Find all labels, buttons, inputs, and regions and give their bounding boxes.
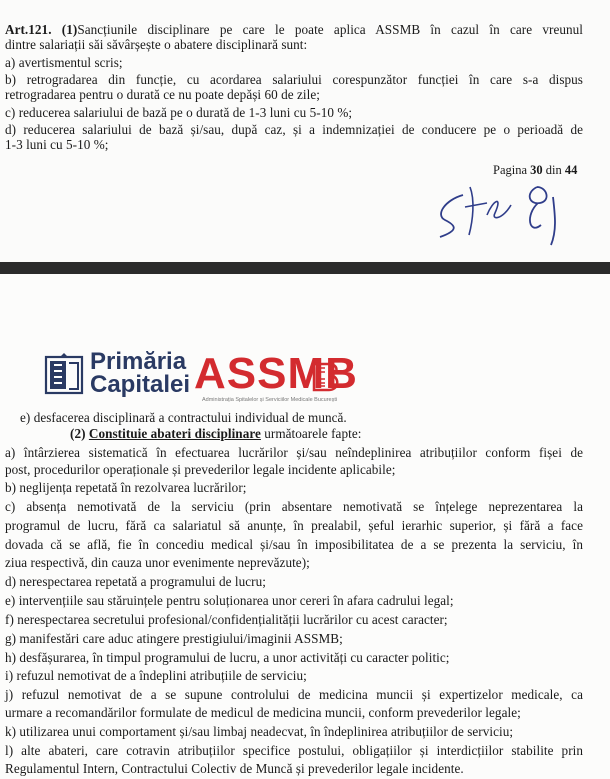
article-text: Sancțiunile disciplinare pe care le poate aplica ASSMB în cazul în care vreunul xyxy=(77,22,583,37)
list-item: b) neglijența repetată în rezolvarea lucrărilor; xyxy=(5,480,247,495)
article-number: Art.121. xyxy=(5,22,52,37)
list-item: k) utilizarea unui comportament și/sau limbaj neadecvat, în îndeplinirea atribuțiilor de serviciu; xyxy=(5,724,514,739)
page-label: Pagina xyxy=(493,163,528,177)
article-heading-line xyxy=(5,22,583,37)
list-item: f) nerespectarea secretului profesional/confidențialității lucrărilor cu acest caracter; xyxy=(5,612,448,627)
paragraph-title-rest: următoarele fapte: xyxy=(260,426,362,441)
list-item-continuation: programul de lucru, fără ca salariatul să anunțe, în prealabil, șeful ierarhic superior, și fără a face xyxy=(5,518,583,533)
list-item-continuation: 1-3 luni cu 5-10 %; xyxy=(5,137,109,152)
page-current: 30 xyxy=(530,163,543,177)
list-item-continuation: dovada că se află, fie în concediu medical și/sau în imposibilitatea de a se prezenta la serviciu, în xyxy=(5,537,583,552)
list-item: g) manifestări care aduc atingere prestigiului/imaginii ASSMB; xyxy=(5,631,343,646)
logo-text-primaria: Primăria xyxy=(90,348,187,375)
list-item: b) retrogradarea din funcție, cu acordarea salariului corespunzător funcției în care s-a dispus xyxy=(5,72,583,87)
list-item: c) absența nemotivată de la serviciu (prin absentare nemotivată se înțelege neprezentarea la xyxy=(5,499,583,514)
logo-brand-assmb: ASSMB xyxy=(194,349,358,398)
list-item-continuation: retrogradarea pentru o durată ce nu poate depăși 60 de zile; xyxy=(5,87,320,102)
list-item: e) intervențiile sau stăruințele pentru soluționarea unor cereri în afara cadrului legal; xyxy=(5,593,454,608)
list-item-continuation: Regulamentul Intern, Contractului Colectiv de Muncă și prevederilor legale incidente. xyxy=(5,761,464,776)
logo-subtitle: Administrația Spitalelor și Serviciilor Medicale București xyxy=(202,397,338,403)
list-item: c) reducerea salariului de bază pe o durată de 1-3 luni cu 5-10 %; xyxy=(5,105,353,120)
list-item: l) alte abateri, care cotravin atribuțiilor specifice postului, obligațiilor și interdicțiilor stabilite prin xyxy=(5,743,583,758)
paragraph-title: Constituie abateri disciplinare xyxy=(88,426,261,441)
article-paragraph-number: (1) xyxy=(61,22,78,37)
article-line: dintre salariații săi săvârșește o abatere disciplinară sunt: xyxy=(5,37,308,52)
municipality-emblem-icon xyxy=(44,351,84,395)
list-item: e) desfacerea disciplinară a contractului individual de muncă. xyxy=(20,410,347,425)
page-total: 44 xyxy=(564,163,578,177)
paragraph-number: (2) xyxy=(70,426,86,441)
list-item: a) întârzierea sistematică în efectuarea lucrărilor și/sau neîndeplinirea atribuțiilor conform fișei de xyxy=(5,445,583,460)
list-item-continuation: post, procedurilor operaționale și prevederilor legale incidente aplicabile; xyxy=(5,462,396,477)
logo-building-icon xyxy=(311,358,341,394)
logo-text-capitalei: Capitalei xyxy=(90,371,191,398)
page-separator xyxy=(0,262,610,274)
list-item: d) nerespectarea repetată a programului de lucru; xyxy=(5,574,266,589)
list-item: d) reducerea salariului de bază și/sau, după caz, și a indemnizației de conducere pe o perioadă de xyxy=(5,122,583,137)
paragraph-heading xyxy=(70,426,361,441)
list-item: j) refuzul nemotivat de a se supune controlului de medicina muncii și expertizelor medicale, ca xyxy=(5,687,583,702)
list-item: a) avertismentul scris; xyxy=(5,55,123,70)
handwritten-signature xyxy=(425,175,595,255)
list-item-continuation: ziua respectivă, din cauza unor evenimente neprevăzute); xyxy=(5,555,310,570)
list-item: i) refuzul nemotivat de a îndeplini atribuțiile de serviciu; xyxy=(5,668,307,683)
page-of: din xyxy=(545,163,562,177)
list-item: h) desfășurarea, în timpul programului de lucru, a unor activități cu caracter politic; xyxy=(5,650,450,665)
list-item-continuation: urmare a recomandărilor formulate de medicul de medicina muncii, conform prevederilor legale; xyxy=(5,705,521,720)
